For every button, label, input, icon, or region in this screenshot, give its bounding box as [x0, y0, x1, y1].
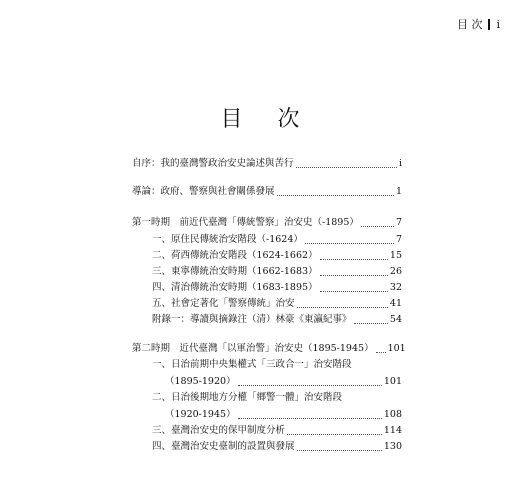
toc-entry-2-2[interactable]: 二、日治後期地方分權「鄉警一體」治安階段	[152, 392, 343, 403]
dot-leader	[238, 410, 382, 419]
toc-entry-1-4[interactable]: 四、清治傳統治安時期（1683-1895） 32	[152, 282, 402, 293]
dot-leader	[320, 251, 388, 260]
dot-leader	[238, 377, 382, 386]
toc-entry-appendix-1[interactable]: 附錄一：導讀與摘錄注（清）林豪《東瀛紀事》 54	[152, 314, 402, 325]
toc-entry-1-5[interactable]: 五、社會定著化「警察傳統」治安 41	[152, 298, 402, 309]
toc-entry-1-1[interactable]: 一、原住民傳統治安階段（-1624） 7	[152, 234, 402, 245]
toc-entry-preface[interactable]: 自序：我的臺灣警政治安史論述與苦行 i	[132, 158, 402, 169]
toc-entry-2-1-cont[interactable]: （1895-1920） 101	[165, 376, 402, 387]
dot-leader	[320, 267, 388, 276]
page-number: i	[496, 17, 500, 31]
toc-entry-period-1[interactable]: 第一時期 前近代臺灣「傳統警察」治安史（-1895） 7	[132, 217, 402, 228]
dot-leader	[296, 159, 397, 168]
toc-entry-2-1[interactable]: 一、日治前期中央集權式「三政合一」治安階段	[152, 359, 352, 370]
toc-entry-2-4[interactable]: 四、臺灣治安史臺制的設置與發展 130	[152, 441, 402, 452]
page-title: 目 次	[220, 107, 314, 132]
dot-leader	[297, 442, 382, 451]
dot-leader	[305, 235, 394, 244]
toc-entry-2-2-cont[interactable]: （1920-1945） 108	[165, 409, 402, 420]
dot-leader	[277, 187, 394, 196]
toc-entry-1-2[interactable]: 二、荷西傳統治安階段（1624-1662） 15	[152, 250, 402, 261]
running-title: 目 次	[456, 18, 483, 31]
toc-entry-1-3[interactable]: 三、東寧傳統治安時期（1662-1683） 26	[152, 266, 402, 277]
dot-leader	[287, 426, 382, 435]
toc-entry-period-2[interactable]: 第二時期 近代臺灣「以軍治警」治安史（1895-1945） 101	[132, 343, 406, 354]
toc-entry-2-3[interactable]: 三、臺灣治安史的保甲制度分析 114	[152, 425, 402, 436]
dot-leader	[297, 299, 388, 308]
toc-entry-introduction[interactable]: 導論：政府、警察與社會關係發展 1	[132, 186, 402, 197]
dot-leader	[361, 218, 394, 227]
dot-leader	[320, 283, 388, 292]
dot-leader	[354, 315, 388, 324]
dot-leader	[376, 344, 386, 353]
